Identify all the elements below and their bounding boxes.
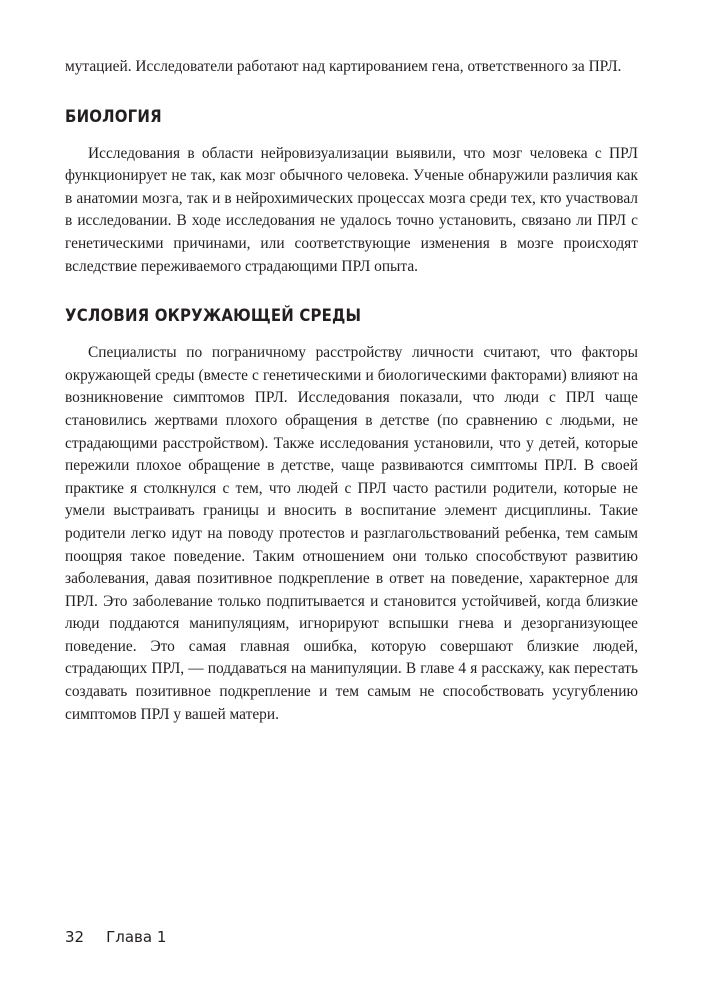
- section-heading-biology: БИОЛОГИЯ: [65, 106, 162, 127]
- page-number: 32: [65, 928, 85, 946]
- section-heading-environment: УСЛОВИЯ ОКРУЖАЮЩЕЙ СРЕДЫ: [65, 306, 362, 327]
- text-column: [65, 56, 638, 726]
- chapter-label: Глава 1: [106, 928, 167, 946]
- biology-paragraph: Исследования в области нейровизуализации выявили, что мозг человека с ПРЛ функционирует не так, как мозг обычного человека. Ученые обнаружили различия как в анатомии мозга, так и в нейрохимических процессах мозга среди тех, кто участвовал в исследовании. В ходе исследования не удалось точно установить, связано ли ПРЛ с генетическими причинами, или соответствующие изменения в мозге происходят вследствие переживаемого страдающими ПРЛ опыта.: [65, 144, 638, 275]
- intro-paragraph: мутацией. Исследователи работают над картированием гена, ответственного за ПРЛ.: [65, 58, 622, 75]
- page-footer: [65, 926, 166, 948]
- environment-paragraph: Специалисты по пограничному расстройству личности считают, что факторы окружающей среды (вместе с генетическими и биологическими факторами) влияют на возникновение симптомов ПРЛ. Исследования показали, что люди с ПРЛ чаще становились жертвами плохого обращения в детстве (по сравнению с людьми, не страдающими расстройством). Также исследования установили, что у детей, которые пережили плохое обращение в детстве, чаще развиваются симптомы ПРЛ. В своей практике я столкнулся с тем, что людей с ПРЛ часто растили родители, которые не умели выстраивать границы и вносить в воспитание элемент дисциплины. Такие родители легко идут на поводу протестов и разглагольствований ребенка, тем самым поощряя такое поведение. Таким отношением они только способствуют развитию заболевания, давая позитивное подкрепление в ответ на поведение, характерное для ПРЛ. Это заболевание только подпитывается и становится устойчивей, когда близкие люди поддаются манипуляциям, игнорируют вспышки гнева и дезорганизующее поведение. Это самая главная ошибка, которую совершают близкие людей, страдающих ПРЛ, — поддаваться на манипуляции. В главе 4 я расскажу, как перестать создавать позитивное подкрепление и тем самым не способствовать усугублению симптомов ПРЛ у вашей матери.: [65, 344, 638, 723]
